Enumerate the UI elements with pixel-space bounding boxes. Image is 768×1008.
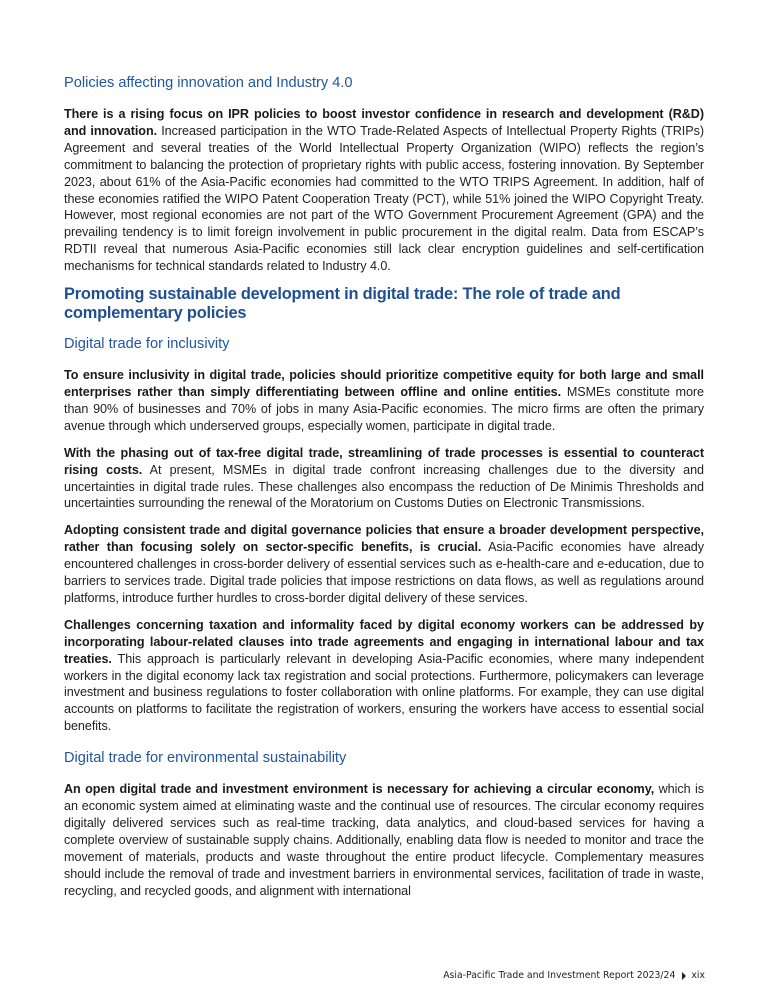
page-number: xix [691, 970, 705, 981]
paragraph-body: This approach is particularly relevant in developing Asia-Pacific economies, where many independent workers in the digital economy lack tax registration and social protections. Furthermore, policymakers can leverage investment and business regulations to foster collaboration with online platforms. For example, they can use digital accounts on platforms to facilitate the registration of workers, ensuring the workers have access to essential social benefits. [64, 651, 704, 734]
paragraph-body: At present, MSMEs in digital trade confront increasing challenges due to the diversity and uncertainties in digital trade rules. These challenges also encompass the reduction of De Minimis Thresholds and uncertainties surrounding the renewal of the Moratorium on Customs Duties on Electronic Transmissions. [64, 462, 704, 511]
paragraph-inclusivity-1 [64, 367, 704, 435]
triangle-separator-icon [682, 972, 686, 980]
report-title: Asia-Pacific Trade and Investment Report 2023/24 [443, 970, 676, 981]
lead-sentence: Adopting consistent trade and digital governance policies that ensure a broader development perspective, rather than focusing solely on sector-specific benefits, is crucial. [64, 523, 704, 555]
paragraph-body: Asia-Pacific economies have already encountered challenges in cross-border delivery of essential services such as e-health-care and e-education, due to barriers to services trade. Digital trade policies that impose restrictions on data flows, as well as regulations around platforms, introduce further hurdles to cross-border digital delivery of these services. [64, 540, 705, 605]
paragraph-inclusivity-3 [64, 522, 704, 607]
lead-sentence: An open digital trade and investment environment is necessary for achieving a circular economy, [64, 782, 655, 797]
page-footer [443, 970, 705, 981]
main-section-heading: Promoting sustainable development in digital trade: The role of trade and complementary policies [64, 285, 621, 323]
paragraph-body: Increased participation in the WTO Trade-Related Aspects of Intellectual Property Rights (TRIPs) Agreement and several treaties of the World Intellectual Property Organization (WIPO) reflects the region’s commitment to balancing the protection of proprietary rights with public access, fostering innovation. By September 2023, about 61% of the Asia-Pacific economies had committed to the WTO TRIPS Agreement. In addition, half of these economies ratified the WIPO Patent Cooperation Treaty (PCT), while 51% joined the WIPO Copyright Treaty. However, most regional economies are not part of the WTO Government Procurement Agreement (GPA) and the prevailing tendency is to limit foreign involvement in public procurement in the digital realm. Data from ESCAP’s RDTII reveal that numerous Asia-Pacific economies still lack clear encryption guidelines and self-certification mechanisms for technical standards related to Industry 4.0. [64, 123, 704, 274]
paragraph-ipr [64, 106, 704, 275]
document-page [64, 74, 704, 910]
lead-sentence: There is a rising focus on IPR policies to boost investor confidence in research and development (R&D) and innovation. [64, 107, 704, 138]
lead-sentence: Challenges concerning taxation and informality faced by digital economy workers can be addressed by incorporating labour-related clauses into trade agreements and engaging in international labour and tax treaties. [64, 617, 704, 666]
paragraph-body: which is an economic system aimed at eliminating waste and the continual use of resources. The circular economy requires digitally delivered services such as real-time tracking, data analytics, and cloud-based services for having a complete overview of sustainable supply chains. Additionally, enabling data flow is needed to monitor and trace the movement of materials, products and waste throughout the entire product lifecycle. Complementary measures should include the removal of trade and investment barriers in environmental services, facilitation of trade in waste, recycling, and recycled goods, and alignment with international [64, 782, 704, 898]
section-heading-environment: Digital trade for environmental sustainability [64, 750, 347, 767]
paragraph-inclusivity-4 [64, 617, 704, 735]
lead-sentence: With the phasing out of tax-free digital trade, streamlining of trade processes is essential to counteract rising costs. [64, 445, 704, 477]
lead-sentence: To ensure inclusivity in digital trade, policies should prioritize competitive equity for both large and small enterprises rather than simply differentiating between offline and online entities. [64, 368, 704, 399]
paragraph-inclusivity-2 [64, 445, 704, 513]
section-heading-inclusivity: Digital trade for inclusivity [64, 336, 230, 353]
paragraph-environment-1 [64, 781, 704, 899]
section-heading-innovation: Policies affecting innovation and Industry 4.0 [64, 75, 353, 91]
paragraph-body: MSMEs constitute more than 90% of businesses and 70% of jobs in many Asia-Pacific economies. The micro firms are often the primary avenue through which underserved groups, especially women, participate in digital trade. [64, 384, 704, 433]
